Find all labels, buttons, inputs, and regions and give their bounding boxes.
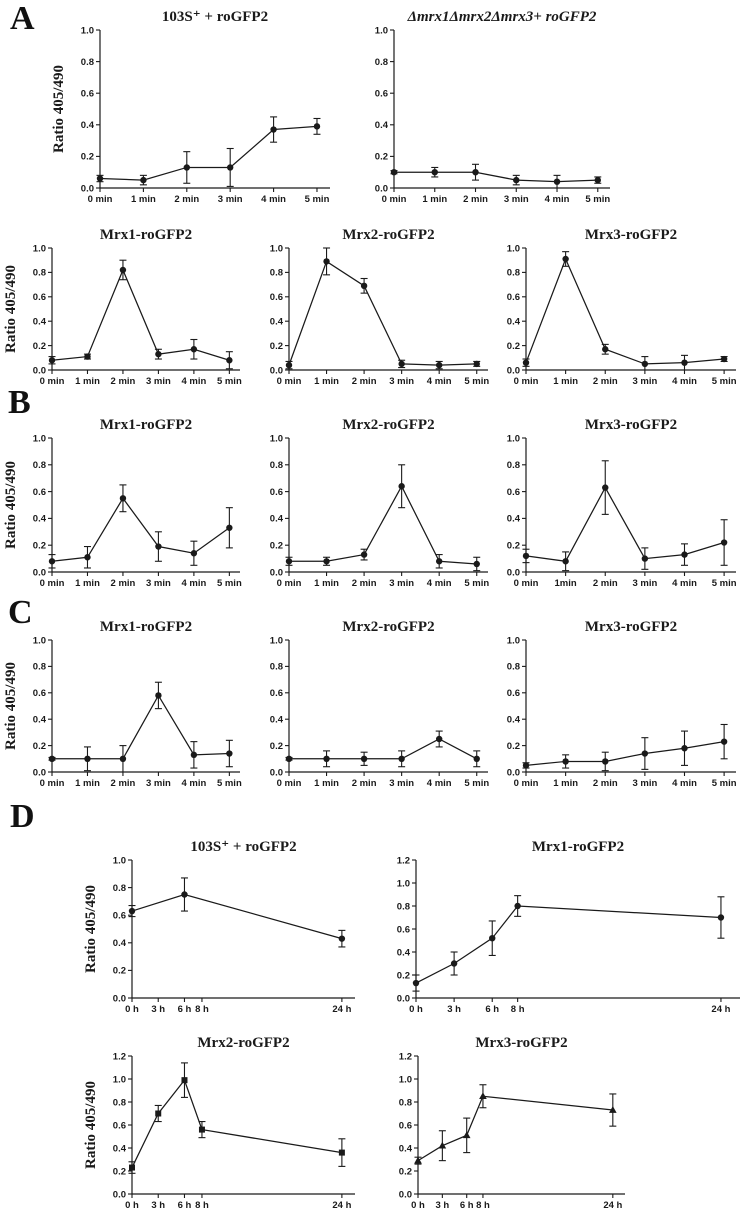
svg-text:0 min: 0 min — [39, 578, 65, 589]
svg-text:Mrx1-roGFP2: Mrx1-roGFP2 — [99, 417, 193, 433]
svg-text:0.2: 0.2 — [269, 340, 283, 352]
svg-text:Mrx3-roGFP2: Mrx3-roGFP2 — [584, 227, 678, 243]
svg-text:0.8: 0.8 — [112, 1097, 126, 1109]
svg-text:0.4: 0.4 — [32, 714, 46, 726]
svg-text:6 h: 6 h — [177, 1004, 192, 1015]
svg-text:1.0: 1.0 — [112, 1074, 126, 1086]
svg-text:0.0: 0.0 — [32, 567, 46, 579]
svg-text:0.6: 0.6 — [80, 88, 94, 100]
svg-text:Ratio 405/490: Ratio 405/490 — [83, 1081, 99, 1169]
panel-label-b: B — [8, 384, 31, 421]
plot-svg — [490, 616, 748, 792]
svg-text:0 min: 0 min — [276, 376, 302, 387]
svg-text:1.0: 1.0 — [112, 855, 126, 867]
svg-text:0.2: 0.2 — [396, 970, 410, 982]
svg-text:0.6: 0.6 — [112, 1120, 126, 1132]
chart-mrx1-rogfp2-panel-d — [380, 836, 752, 1018]
svg-text:2 min: 2 min — [463, 194, 488, 205]
svg-text:3 h: 3 h — [447, 1004, 461, 1015]
svg-text:0.4: 0.4 — [506, 513, 520, 525]
svg-text:4 min: 4 min — [181, 376, 207, 387]
svg-text:1 min: 1 min — [422, 194, 448, 205]
svg-text:2 min: 2 min — [110, 778, 136, 789]
svg-text:5 min: 5 min — [304, 194, 330, 205]
svg-text:Ratio 405/490: Ratio 405/490 — [3, 461, 19, 549]
svg-text:3 min: 3 min — [146, 376, 171, 387]
svg-text:0 min: 0 min — [39, 376, 65, 387]
svg-text:Mrx2-roGFP2: Mrx2-roGFP2 — [342, 619, 435, 635]
svg-text:2 min: 2 min — [110, 376, 136, 387]
svg-text:0 h: 0 h — [125, 1004, 139, 1015]
svg-text:103S⁺ + roGFP2: 103S⁺ + roGFP2 — [190, 839, 297, 855]
svg-text:0 min: 0 min — [513, 376, 539, 387]
svg-text:0.4: 0.4 — [506, 714, 520, 726]
svg-text:1.0: 1.0 — [398, 1074, 412, 1086]
svg-text:Ratio 405/490: Ratio 405/490 — [3, 662, 19, 750]
svg-text:6 h: 6 h — [177, 1200, 192, 1211]
svg-text:0.6: 0.6 — [374, 88, 388, 100]
svg-text:0.2: 0.2 — [269, 740, 283, 752]
svg-text:1 min: 1 min — [75, 376, 100, 387]
svg-text:0.6: 0.6 — [506, 486, 520, 498]
svg-text:Mrx1-roGFP2: Mrx1-roGFP2 — [531, 839, 625, 855]
svg-text:0.4: 0.4 — [506, 316, 520, 328]
plot-svg — [380, 836, 752, 1018]
svg-text:5 min: 5 min — [585, 194, 611, 205]
svg-text:0.2: 0.2 — [32, 340, 46, 352]
svg-text:1.0: 1.0 — [506, 433, 520, 445]
svg-text:0.2: 0.2 — [32, 540, 46, 552]
svg-text:1.0: 1.0 — [396, 878, 410, 890]
svg-text:Mrx2-roGFP2: Mrx2-roGFP2 — [197, 1035, 290, 1051]
svg-text:0.4: 0.4 — [32, 513, 46, 525]
svg-text:0.2: 0.2 — [269, 540, 283, 552]
svg-text:0 min: 0 min — [381, 194, 407, 205]
svg-text:1.0: 1.0 — [269, 635, 283, 647]
svg-text:Mrx1-roGFP2: Mrx1-roGFP2 — [99, 619, 193, 635]
svg-text:3 min: 3 min — [217, 194, 243, 205]
svg-text:Mrx1-roGFP2: Mrx1-roGFP2 — [99, 227, 193, 243]
svg-text:0.0: 0.0 — [112, 1189, 126, 1201]
svg-text:0 min: 0 min — [87, 194, 113, 205]
svg-text:1.0: 1.0 — [506, 243, 520, 255]
svg-text:4 min: 4 min — [426, 376, 452, 387]
svg-text:0.0: 0.0 — [374, 183, 388, 195]
svg-text:Mrx3-roGFP2: Mrx3-roGFP2 — [584, 417, 678, 433]
chart-mrx-triple-mutant-rogfp2 — [358, 6, 622, 208]
svg-text:0.8: 0.8 — [269, 661, 283, 673]
svg-text:0.2: 0.2 — [112, 1166, 126, 1178]
svg-text:0.0: 0.0 — [398, 1189, 412, 1201]
svg-text:1 min: 1 min — [314, 578, 339, 589]
plot-svg — [2, 224, 252, 390]
svg-text:1min: 1min — [554, 578, 577, 589]
svg-text:0.6: 0.6 — [32, 688, 46, 700]
svg-text:1.0: 1.0 — [374, 25, 388, 37]
chart-mrx2-rogfp2-panel-a — [253, 224, 500, 390]
svg-text:0.2: 0.2 — [506, 340, 520, 352]
svg-text:2 min: 2 min — [592, 376, 618, 387]
svg-text:3 min: 3 min — [146, 778, 171, 789]
panel-label-c: C — [8, 594, 33, 631]
svg-text:2 min: 2 min — [351, 376, 377, 387]
svg-text:Mrx2-roGFP2: Mrx2-roGFP2 — [342, 417, 435, 433]
plot-svg — [253, 414, 500, 592]
svg-text:0 min: 0 min — [276, 778, 302, 789]
svg-text:0.0: 0.0 — [32, 767, 46, 779]
svg-text:3 h: 3 h — [151, 1200, 166, 1211]
chart-mrx3-rogfp2-panel-c — [490, 616, 748, 792]
svg-text:5 min: 5 min — [464, 376, 490, 387]
svg-text:4 min: 4 min — [181, 578, 207, 589]
svg-text:0.0: 0.0 — [506, 365, 520, 377]
svg-text:0.4: 0.4 — [80, 120, 94, 132]
svg-text:0.8: 0.8 — [112, 882, 126, 894]
svg-text:8 h: 8 h — [195, 1004, 209, 1015]
svg-text:Ratio 405/490: Ratio 405/490 — [3, 265, 19, 353]
svg-text:0.6: 0.6 — [506, 688, 520, 700]
chart-103s-rogfp2-hours — [82, 836, 367, 1018]
svg-text:0.8: 0.8 — [32, 267, 46, 279]
svg-text:8 h: 8 h — [510, 1004, 525, 1015]
svg-text:3 min: 3 min — [389, 778, 415, 789]
svg-text:2 min: 2 min — [174, 194, 200, 205]
svg-text:0.2: 0.2 — [32, 740, 46, 752]
svg-text:4 min: 4 min — [672, 778, 697, 789]
svg-text:5 min: 5 min — [216, 778, 242, 789]
svg-text:1 min: 1 min — [75, 578, 100, 589]
svg-text:0.6: 0.6 — [32, 292, 46, 304]
svg-text:5 min: 5 min — [216, 376, 242, 387]
svg-text:0.2: 0.2 — [506, 740, 520, 752]
svg-text:0.6: 0.6 — [269, 486, 283, 498]
svg-text:1 min: 1 min — [75, 778, 100, 789]
svg-text:0.4: 0.4 — [374, 120, 388, 132]
svg-text:1 min: 1 min — [130, 194, 156, 205]
svg-text:24 h: 24 h — [332, 1004, 352, 1015]
svg-text:0.8: 0.8 — [506, 267, 520, 279]
chart-mrx3-rogfp2-panel-b — [490, 414, 748, 592]
svg-text:0.2: 0.2 — [506, 540, 520, 552]
svg-text:0.2: 0.2 — [398, 1166, 412, 1178]
svg-text:0.0: 0.0 — [269, 567, 283, 579]
svg-text:0.0: 0.0 — [506, 567, 520, 579]
plot-svg — [253, 616, 500, 792]
svg-text:5 min: 5 min — [711, 778, 737, 789]
svg-text:0.6: 0.6 — [269, 688, 283, 700]
svg-text:0.4: 0.4 — [269, 513, 283, 525]
svg-text:0.0: 0.0 — [506, 767, 520, 779]
svg-text:0 h: 0 h — [125, 1200, 139, 1211]
plot-svg — [2, 616, 252, 792]
svg-text:0.0: 0.0 — [32, 365, 46, 377]
svg-text:0.0: 0.0 — [396, 993, 410, 1005]
svg-text:3 min: 3 min — [632, 376, 658, 387]
svg-text:0 h: 0 h — [409, 1004, 423, 1015]
svg-text:0.2: 0.2 — [112, 965, 126, 977]
svg-text:0 h: 0 h — [411, 1200, 425, 1211]
chart-mrx1-rogfp2-panel-a — [2, 224, 252, 390]
svg-text:1 min: 1 min — [553, 778, 579, 789]
svg-text:3 h: 3 h — [151, 1004, 166, 1015]
svg-text:0.4: 0.4 — [398, 1143, 412, 1155]
chart-mrx3-rogfp2-panel-d — [382, 1032, 637, 1214]
svg-text:0.2: 0.2 — [80, 151, 94, 163]
svg-text:4 min: 4 min — [426, 778, 452, 789]
svg-text:3 min: 3 min — [146, 578, 171, 589]
svg-text:0.8: 0.8 — [32, 661, 46, 673]
svg-text:0.2: 0.2 — [374, 151, 388, 163]
plot-svg — [82, 836, 367, 1018]
svg-text:5 min: 5 min — [711, 578, 737, 589]
chart-mrx2-rogfp2-panel-b — [253, 414, 500, 592]
svg-text:1.2: 1.2 — [396, 855, 410, 867]
svg-text:0.8: 0.8 — [398, 1097, 412, 1109]
svg-text:8 h: 8 h — [195, 1200, 209, 1211]
plot-svg — [490, 414, 748, 592]
plot-svg — [490, 224, 748, 390]
svg-text:8 h: 8 h — [476, 1200, 490, 1211]
svg-text:0 min: 0 min — [513, 578, 539, 589]
chart-103s-rogfp2-minutes — [50, 6, 342, 208]
svg-text:2 min: 2 min — [592, 578, 618, 589]
svg-text:2 min: 2 min — [110, 578, 136, 589]
svg-text:0.6: 0.6 — [506, 292, 520, 304]
svg-text:0.8: 0.8 — [269, 460, 283, 472]
svg-text:Ratio 405/490: Ratio 405/490 — [51, 65, 67, 153]
svg-text:0 min: 0 min — [513, 778, 539, 789]
chart-mrx2-rogfp2-panel-d — [82, 1032, 367, 1214]
svg-text:Δmrx1Δmrx2Δmrx3+ roGFP2: Δmrx1Δmrx2Δmrx3+ roGFP2 — [407, 9, 597, 25]
svg-text:0.8: 0.8 — [374, 56, 388, 68]
svg-text:1 min: 1 min — [314, 376, 339, 387]
svg-text:Mrx3-roGFP2: Mrx3-roGFP2 — [584, 619, 678, 635]
svg-text:2 min: 2 min — [351, 578, 377, 589]
svg-text:0.8: 0.8 — [32, 460, 46, 472]
svg-text:0.4: 0.4 — [112, 1143, 126, 1155]
svg-text:0.4: 0.4 — [112, 938, 126, 950]
svg-text:3 min: 3 min — [632, 578, 658, 589]
svg-text:0.4: 0.4 — [269, 714, 283, 726]
svg-text:1.0: 1.0 — [269, 433, 283, 445]
svg-text:5 min: 5 min — [216, 578, 242, 589]
svg-text:5 min: 5 min — [711, 376, 737, 387]
svg-text:0.6: 0.6 — [398, 1120, 412, 1132]
chart-mrx2-rogfp2-panel-c — [253, 616, 500, 792]
svg-text:24 h: 24 h — [332, 1200, 352, 1211]
svg-text:24 h: 24 h — [603, 1200, 623, 1211]
svg-text:0.4: 0.4 — [269, 316, 283, 328]
panel-label-a: A — [10, 0, 35, 37]
svg-text:0.8: 0.8 — [506, 460, 520, 472]
svg-text:2 min: 2 min — [351, 778, 377, 789]
svg-text:6 h: 6 h — [459, 1200, 474, 1211]
plot-svg — [358, 6, 622, 208]
svg-text:24 h: 24 h — [711, 1004, 731, 1015]
chart-mrx1-rogfp2-panel-c — [2, 616, 252, 792]
plot-svg — [50, 6, 342, 208]
svg-text:103S⁺ + roGFP2: 103S⁺ + roGFP2 — [161, 9, 269, 25]
svg-text:0 min: 0 min — [39, 778, 65, 789]
plot-svg — [382, 1032, 637, 1214]
svg-text:0.0: 0.0 — [112, 993, 126, 1005]
svg-text:3 min: 3 min — [389, 578, 415, 589]
svg-text:1.0: 1.0 — [80, 25, 94, 37]
svg-text:4 min: 4 min — [181, 778, 207, 789]
svg-text:1.2: 1.2 — [398, 1051, 412, 1063]
svg-text:0.8: 0.8 — [506, 661, 520, 673]
svg-text:0.8: 0.8 — [80, 56, 94, 68]
svg-text:Mrx2-roGFP2: Mrx2-roGFP2 — [342, 227, 435, 243]
svg-text:1.2: 1.2 — [112, 1051, 126, 1063]
chart-mrx1-rogfp2-panel-b — [2, 414, 252, 592]
plot-svg — [2, 414, 252, 592]
svg-text:0.6: 0.6 — [112, 910, 126, 922]
svg-text:4 min: 4 min — [544, 194, 570, 205]
svg-text:0.0: 0.0 — [269, 365, 283, 377]
plot-svg — [82, 1032, 367, 1214]
svg-text:0.6: 0.6 — [396, 924, 410, 936]
svg-text:4 min: 4 min — [672, 578, 697, 589]
plot-svg — [253, 224, 500, 390]
svg-text:4 min: 4 min — [426, 578, 452, 589]
svg-text:5 min: 5 min — [464, 778, 490, 789]
svg-text:1.0: 1.0 — [32, 243, 46, 255]
svg-text:4 min: 4 min — [672, 376, 697, 387]
svg-text:0.4: 0.4 — [32, 316, 46, 328]
svg-text:1.0: 1.0 — [32, 433, 46, 445]
svg-text:0.8: 0.8 — [269, 267, 283, 279]
chart-mrx3-rogfp2-panel-a — [490, 224, 748, 390]
svg-text:1 min: 1 min — [553, 376, 579, 387]
svg-text:0.4: 0.4 — [396, 947, 410, 959]
svg-text:0.8: 0.8 — [396, 901, 410, 913]
svg-text:0.0: 0.0 — [80, 183, 94, 195]
svg-text:1.0: 1.0 — [506, 635, 520, 647]
svg-text:0.0: 0.0 — [269, 767, 283, 779]
svg-text:3 min: 3 min — [632, 778, 658, 789]
svg-text:1.0: 1.0 — [32, 635, 46, 647]
svg-text:4 min: 4 min — [261, 194, 286, 205]
svg-text:0 min: 0 min — [276, 578, 302, 589]
svg-text:6 h: 6 h — [485, 1004, 500, 1015]
panel-label-d: D — [10, 798, 35, 835]
svg-text:0.6: 0.6 — [32, 486, 46, 498]
svg-text:Mrx3-roGFP2: Mrx3-roGFP2 — [475, 1035, 568, 1051]
svg-text:2 min: 2 min — [592, 778, 618, 789]
svg-text:3 h: 3 h — [435, 1200, 450, 1211]
svg-text:0.6: 0.6 — [269, 292, 283, 304]
svg-text:Ratio 405/490: Ratio 405/490 — [83, 885, 99, 973]
svg-text:3 min: 3 min — [389, 376, 415, 387]
svg-text:3 min: 3 min — [503, 194, 529, 205]
svg-text:5 min: 5 min — [464, 578, 490, 589]
svg-text:1.0: 1.0 — [269, 243, 283, 255]
svg-text:1 min: 1 min — [314, 778, 339, 789]
